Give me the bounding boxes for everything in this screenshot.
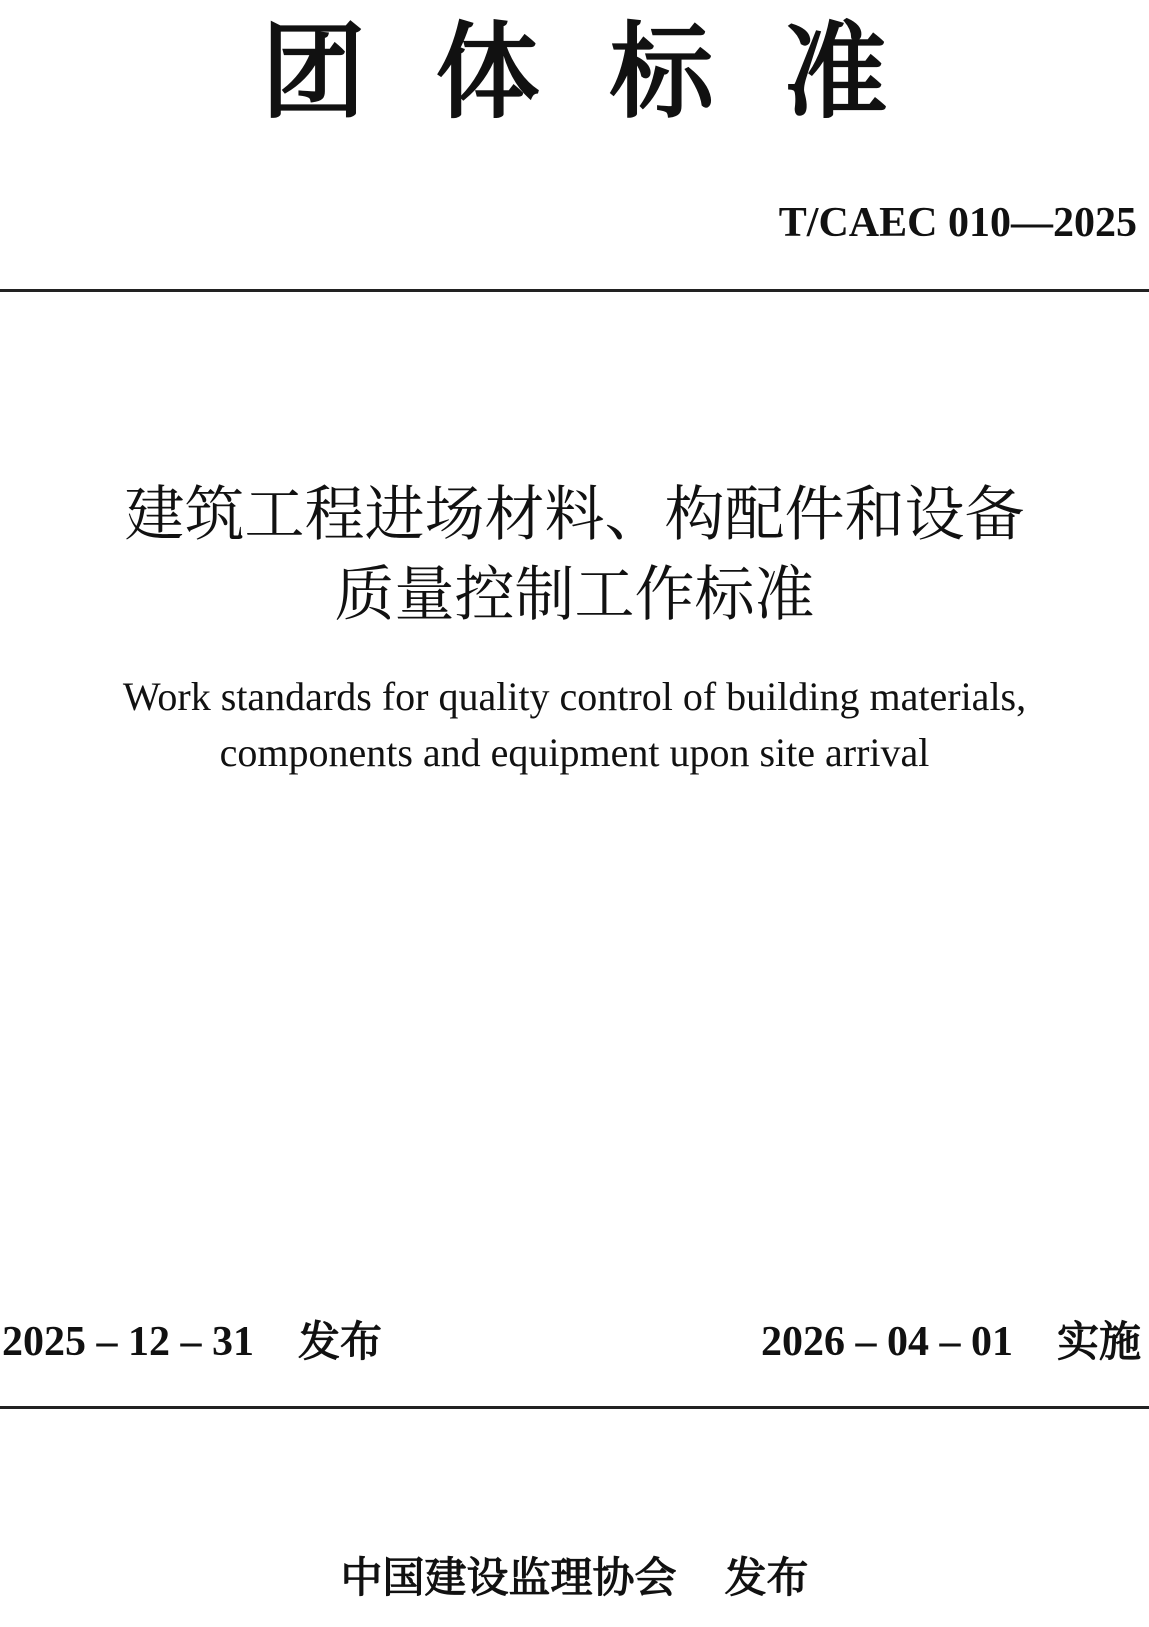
standard-number: T/CAEC 010—2025: [778, 200, 1137, 246]
chinese-title-line-2: 质量控制工作标准: [334, 560, 815, 630]
header-divider: [0, 289, 1149, 292]
publish-date-row: [2, 1314, 382, 1370]
publisher-name: 中国建设监理协会: [340, 1553, 677, 1602]
publish-date: 2025 – 12 – 31: [2, 1319, 254, 1365]
implement-date-row: [761, 1314, 1141, 1370]
english-title-line-1: Work standards for quality control of building materials,: [122, 674, 1027, 719]
document-type-heading: 团体标准: [261, 11, 958, 133]
publisher-publish-label: 发布: [724, 1553, 809, 1602]
english-title-line-2: components and equipment upon site arrival: [219, 730, 930, 775]
footer-divider: [0, 1406, 1149, 1409]
implement-label: 实施: [1056, 1317, 1141, 1366]
publish-label: 发布: [298, 1317, 383, 1366]
publisher-line: [0, 1550, 1149, 1606]
chinese-title-line-1: 建筑工程进场材料、构配件和设备: [124, 480, 1025, 550]
implement-date: 2026 – 04 – 01: [760, 1319, 1013, 1365]
